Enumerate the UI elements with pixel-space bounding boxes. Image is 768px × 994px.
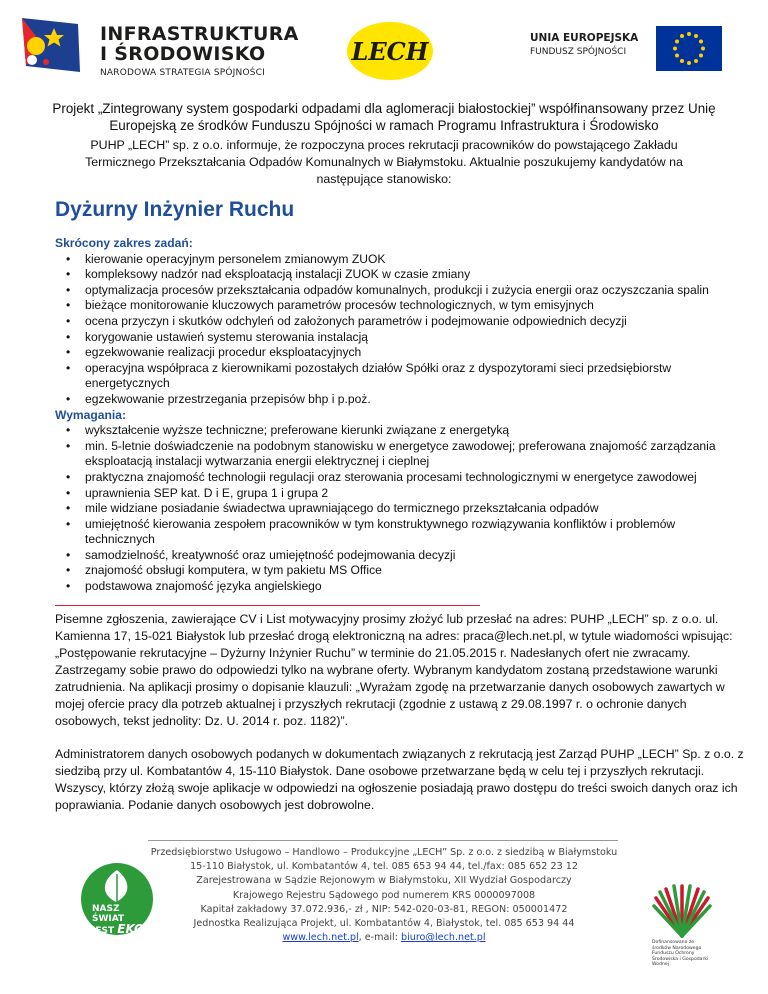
footer-line: Przedsiębiorstwo Usługowo – Handlowo – Produkcyjne „LECH” Sp. z o.o. z siedzibą w Białymstoku (150, 847, 618, 858)
requirements-list (55, 423, 745, 595)
project-statement: Projekt „Zintegrowany system gospodarki odpadami dla aglomeracji białostockiej” współfinansowany przez Unię Europejską ze środków Funduszu Spójności w ramach Programu Infrastruktura i Środowisko (52, 101, 716, 133)
duties-list (55, 252, 745, 408)
lech-logo (345, 20, 435, 82)
eu-logo (530, 26, 760, 86)
list-item: • egzekwowanie realizacji procedur eksploatacyjnych (55, 345, 745, 361)
job-details (55, 236, 745, 595)
application-paragraph: Pisemne zgłoszenia, zawierające CV i List motywacyjny prosimy złożyć lub przesłać na adres: PUHP „LECH” sp. z o.o. ul. Kamienna 17, 15-021 Białystok lub przesłać drogą elektroniczną na adres: praca@lech.net.pl, w tytule wiadomości wpisując: „Postępowanie rekrutacyjne – Dyżurny Inżynier Ruchu” w terminie do 21.05.2015 r. Nadesłanych ofert nie zwracamy. Zastrzegamy sobie prawo do odpowiedzi tylko na wybrane oferty. Wybranym kandydatom zostaną przedstawione warunki zatrudnienia. Na aplikacji prosimy o dopisanie klauzuli: „Wyrażam zgodę na przetwarzanie danych osobowych zawartych w mojej ofercie pracy dla potrzeb aktualnej i przyszłych rekrutacji (zgodnie z ustawą z 29.08.1997 r. o ochronie danych osobowych, tekst jednolity: Dz. U. 2014 r. poz. 1182)”. (55, 612, 733, 728)
footer-line: Krajowego Rejestru Sądowego pod numerem KRS 0000097008 (232, 889, 536, 901)
intro-paragraph: PUHP „LECH” sp. z o.o. informuje, że rozpoczyna proces rekrutacji pracowników do powstającego Zakładu Termicznego Przekształcania Odpadów Komunalnych w Białymstoku. Aktualnie poszukujemy kandydatów na następujące stanowisko: (85, 138, 683, 186)
logo-left-line1: INFRASTRUKTURA (100, 23, 299, 45)
footer-contact (110, 931, 658, 945)
infrastruktura-logo (20, 12, 299, 82)
list-item: • ocena przyczyn i skutków odchyleń od założonych parametrów i podejmowanie odpowiednich decyzji (55, 314, 745, 330)
data-protection-paragraph: Administratorem danych osobowych podanych w dokumentach związanych z rekrutacją jest Zarząd PUHP „LECH” Sp. z o.o. z siedzibą przy ul. Kombatantów 4, 15-110 Białystok. Dane osobowe przetwarzane będą w celu tej i przyszłych rekrutacji. Wszyscy, którzy złożą swoje aplikacje w odpowiedzi na ogłoszenie posiadają prawo dostępu do treści swoich danych oraz ich poprawiania. Podanie danych osobowych jest dobrowolne. (55, 747, 744, 812)
eko-line2: JEST (92, 926, 115, 936)
eko-line1: NASZ ŚWIAT (92, 904, 125, 924)
list-item: • egzekwowanie przestrzegania przepisów bhp i p.poż. (55, 392, 745, 408)
eko-logo (80, 862, 154, 936)
list-item: • min. 5-letnie doświadczenie na podobnym stanowisku w energetyce zawodowej; preferowana znajomość zarządzania eksploatacją instalacji wytwarzania energii elektrycznej i cieplnej (55, 439, 745, 470)
eu-logo-line1: UNIA EUROPEJSKA (530, 32, 639, 44)
email-prefix: , e-mail: (358, 932, 401, 944)
list-item: • optymalizacja procesów przekształcania odpadów komunalnych, produkcji i zużycia energii oraz oczyszczania spalin (55, 283, 745, 299)
eu-flag-icon (656, 26, 722, 71)
list-item: • uprawnienia SEP kat. D i E, grupa 1 i grupa 2 (55, 486, 745, 502)
eko-line3: EKO (117, 922, 145, 936)
list-item: • praktyczna znajomość technologii regulacji oraz sterowania procesami technologicznymi w energetyce zawodowej (55, 470, 745, 486)
nfosigw-logo (652, 880, 712, 970)
list-item: • bieżące monitorowanie kluczowych parametrów procesów technologicznych, w tym emisyjnych (55, 298, 745, 314)
list-item: • operacyjna współpraca z kierownikami pozostałych działów Spółki oraz z dyspozytorami sieci przedsiębiorstw energetycznych (55, 361, 745, 392)
logo-left-line2: I ŚRODOWISKO (100, 43, 266, 65)
list-item: • mile widziane posiadanie świadectwa uprawniającego do termicznego przekształcania odpadów (55, 501, 745, 517)
website-link[interactable]: www.lech.net.pl (282, 932, 359, 944)
requirements-heading: Wymagania: (55, 407, 127, 422)
list-item: • wykształcenie wyższe techniczne; preferowane kierunki związane z energetyką (55, 423, 745, 439)
list-item: • samodzielność, kreatywność oraz umiejętność podejmowania decyzji (55, 548, 745, 564)
footer-line: 15-110 Białystok, ul. Kombatantów 4, tel. 085 653 94 44, tel./fax: 085 652 23 12 (190, 861, 578, 873)
nfosigw-emblem-icon (652, 880, 712, 938)
logo-left-line3: NARODOWA STRATEGIA SPÓJNOŚCI (100, 68, 265, 78)
job-title: Dyżurny Inżynier Ruchu (55, 198, 295, 221)
company-footer (110, 846, 658, 945)
duties-heading: Skrócony zakres zadań: (55, 236, 193, 250)
red-divider (55, 605, 480, 606)
list-item: • kierowanie operacyjnym personelem zmianowym ZUOK (55, 252, 745, 268)
footer-line: Zarejestrowana w Sądzie Rejonowym w Białymstoku, XII Wydział Gospodarczy (196, 875, 572, 887)
list-item: • korygowanie ustawień systemu sterowania instalacją (55, 330, 745, 346)
email-link[interactable]: biuro@lech.net.pl (400, 932, 486, 944)
application-info (55, 611, 745, 814)
list-item: • znajomość obsługi komputera, w tym pakietu MS Office (55, 563, 745, 579)
list-item: • kompleksowy nadzór nad eksploatacją instalacji ZUOK w czasie zmiany (55, 267, 745, 283)
footer-divider (148, 840, 618, 841)
list-item: • umiejętność kierowania zespołem pracowników w tym konstruktywnego rozwiązywania konfliktów i problemów technicznych (55, 517, 745, 548)
footer-line: Kapitał zakładowy 37.072.936,- zł , NIP: 542-020-03-81, REGON: 050001472 (200, 903, 568, 915)
eu-logo-line2: FUNDUSZ SPÓJNOŚCI (530, 47, 627, 57)
flag-logo-icon (20, 14, 90, 76)
nfosigw-caption: Dofinansowano ze środków Narodowego Funduszu Ochrony Środowiska i Gospodarki Wodnej (652, 940, 709, 968)
footer-line: Jednostka Realizująca Projekt, ul. Kombatantów 4, Białystok, tel. 085 653 94 44 (193, 918, 575, 930)
list-item: • podstawowa znajomość języka angielskiego (55, 579, 745, 595)
lech-logo-text: LECH (351, 37, 429, 66)
